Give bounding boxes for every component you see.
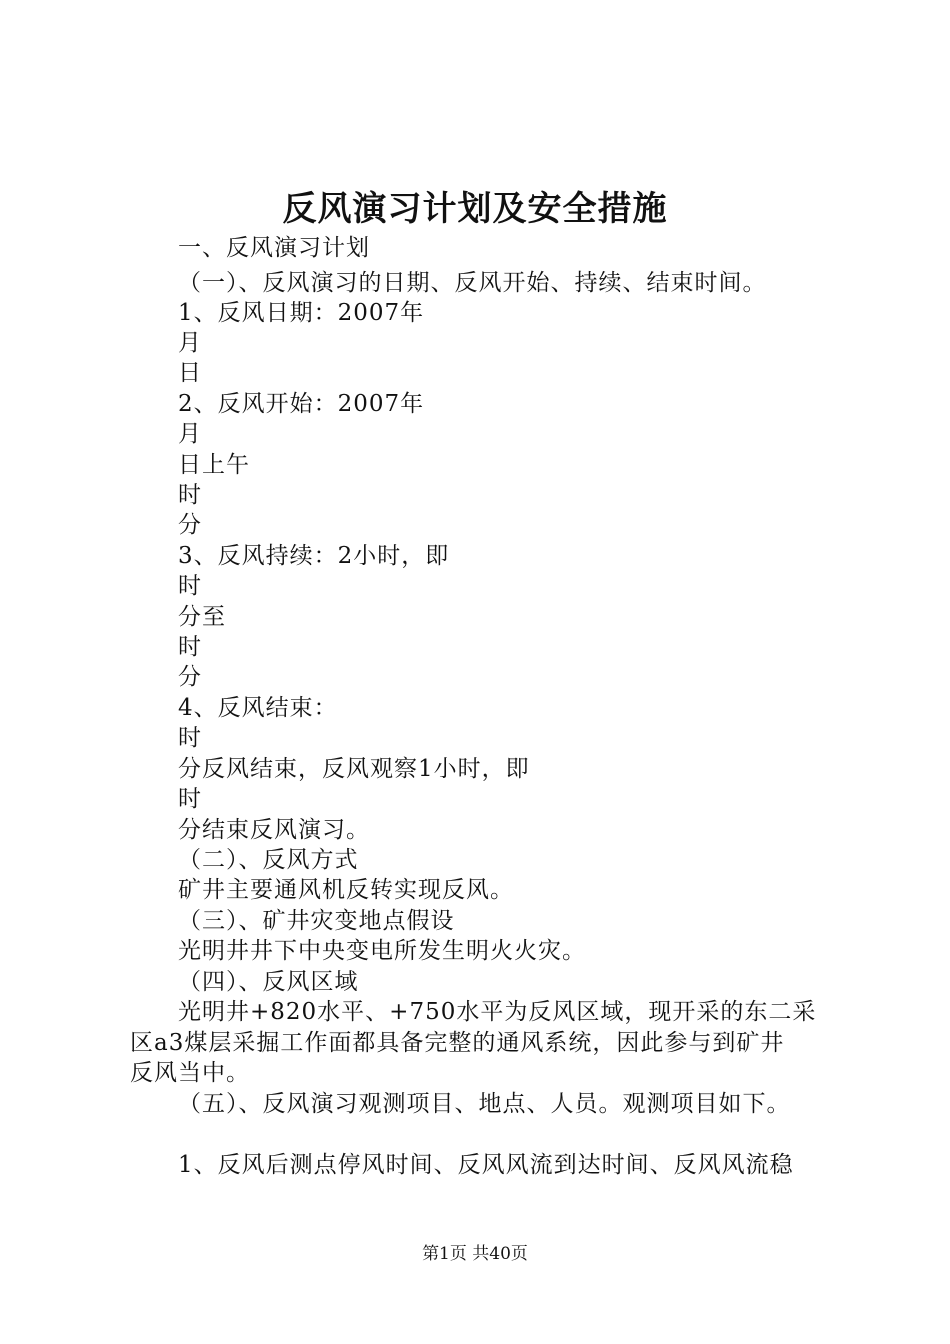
page-footer: 第1页 共40页 [422,1244,528,1264]
text-line: 1、反风日期：2007年 [178,300,425,326]
text-line: 分结束反风演习。 [178,817,370,843]
text-line: 时 [178,482,202,508]
text-line: 2、反风开始：2007年 [178,391,425,417]
text-line: 时 [178,786,202,812]
paragraph-line: 反风当中。 [130,1060,250,1086]
text-line: 时 [178,634,202,660]
text-line: 分反风结束，反风观察1小时，即 [178,756,530,782]
text-line: 日 [178,360,202,386]
text-line: 分 [178,664,202,690]
text-line: 4、反风结束： [178,695,338,721]
text-line: 日上午 [178,452,250,478]
document-title: 反风演习计划及安全措施 [282,189,668,229]
text-line: 时 [178,573,202,599]
paragraph-line: 区a3煤层采掘工作面都具备完整的通风系统，因此参与到矿井 [130,1030,785,1056]
text-line: 分至 [178,604,226,630]
subsection-heading: （四）、反风区域 [178,969,359,995]
text-line: 矿井主要通风机反转实现反风。 [178,877,514,903]
subsection-heading: （一）、反风演习的日期、反风开始、持续、结束时间。 [178,270,767,296]
text-line: 时 [178,725,202,751]
subsection-heading: （三）、矿井灾变地点假设 [178,908,455,934]
text-line: 月 [178,421,202,447]
text-line: 3、反风持续：2小时，即 [178,543,450,569]
section-heading: 一、反风演习计划 [178,235,370,261]
text-line: 光明井井下中央变电所发生明火火灾。 [178,938,586,964]
subsection-heading: （二）、反风方式 [178,847,359,873]
text-line: 月 [178,330,202,356]
subsection-heading: （五）、反风演习观测项目、地点、人员。观测项目如下。 [178,1091,791,1117]
text-line: 分 [178,512,202,538]
paragraph-line: 1、反风后测点停风时间、反风风流到达时间、反风风流稳 [178,1152,794,1178]
paragraph-line: 光明井+820水平、+750水平为反风区域，现开采的东二采 [178,999,817,1025]
